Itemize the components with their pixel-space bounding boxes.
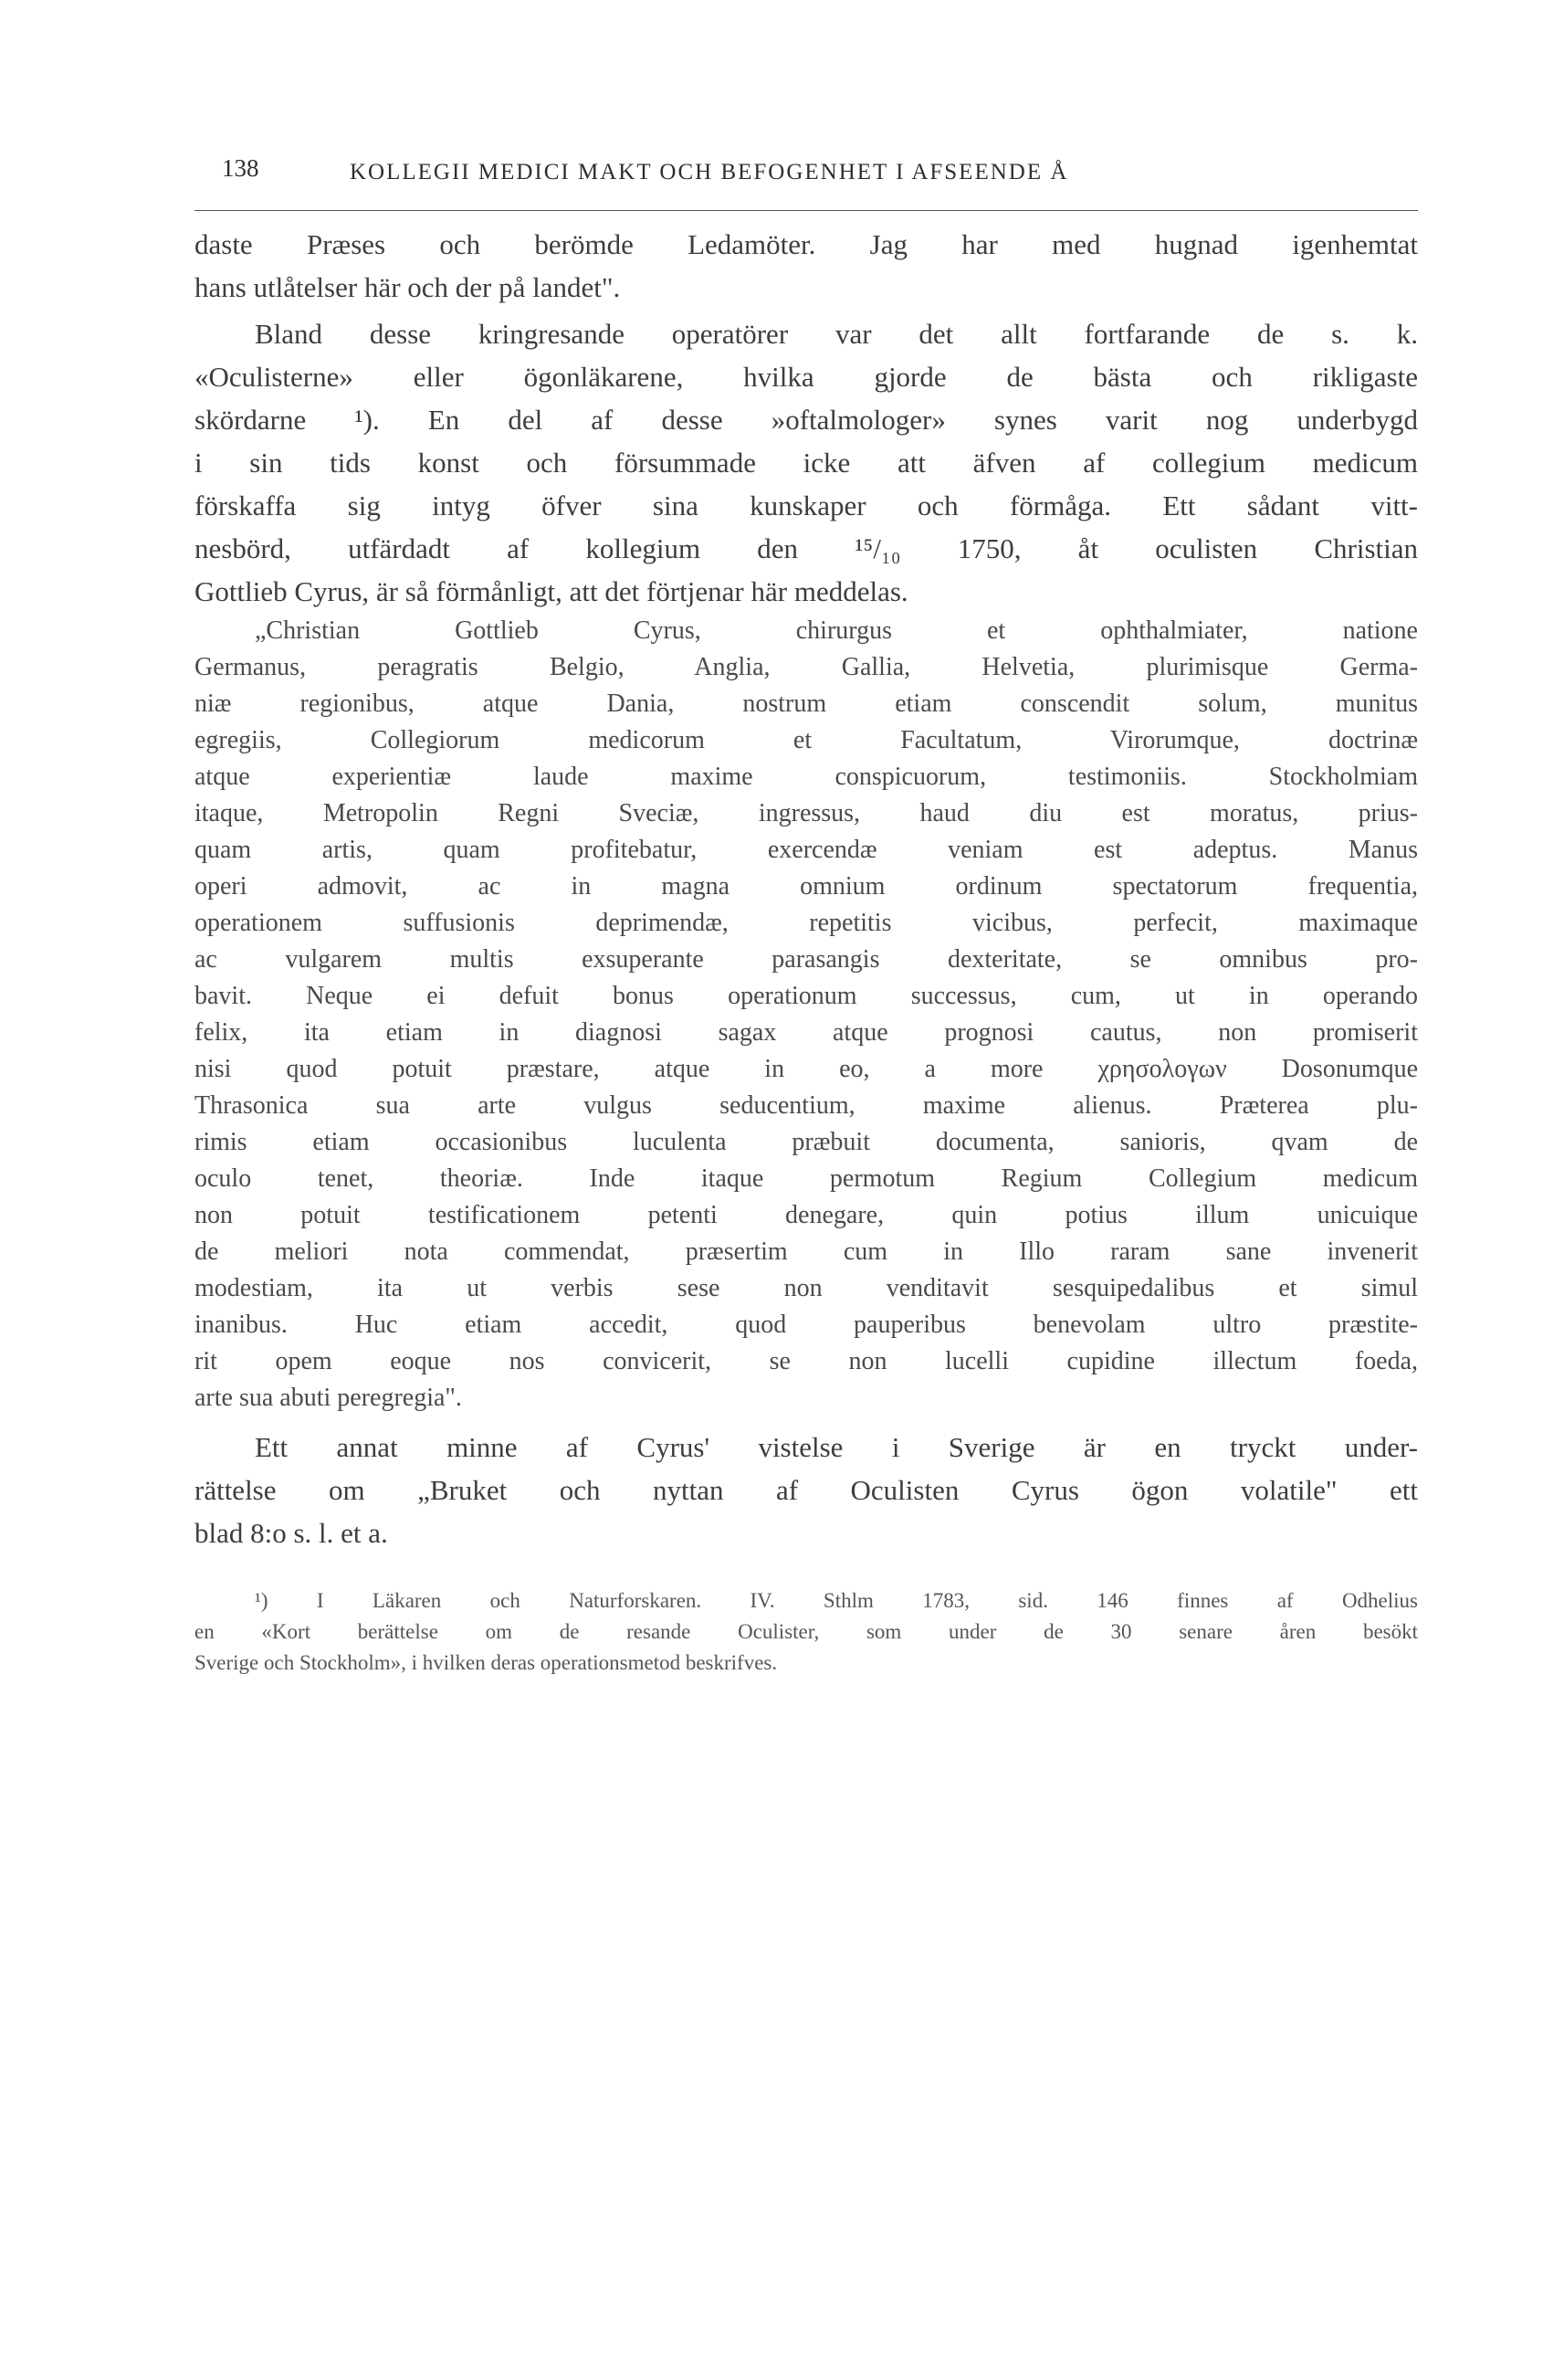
quote-line: quam artis, quam profitebatur, exercendæ veniam est adeptus. Manus (194, 836, 1418, 864)
page-number: 138 (222, 154, 259, 182)
quote-line: non potuit testificationem petenti denegare, quin potius illum unicuique (194, 1201, 1418, 1229)
quote-line: itaque, Metropolin Regni Sveciæ, ingressus, haud diu est moratus, prius- (194, 799, 1418, 827)
paragraph-oculists (194, 312, 1418, 613)
quote-line: ac vulgarem multis exsuperante parasangis dexteritate, se omnibus pro- (194, 945, 1418, 974)
quote-line: niæ regionibus, atque Dania, nostrum etiam conscendit solum, munitus (194, 690, 1418, 718)
paragraph-continuation (194, 223, 1418, 309)
page-header (194, 151, 1418, 191)
text-line: skördarne ¹). En del af desse »oftalmologer» synes varit nog underbygd (194, 404, 1418, 436)
text-line: daste Præses och berömde Ledamöter. Jag har med hugnad igenhemtat (194, 228, 1418, 260)
text-line: förskaffa sig intyg öfver sina kunskaper och förmåga. Ett sådant vitt- (194, 490, 1418, 521)
quote-line: modestiam, ita ut verbis sese non venditavit sesquipedalibus et simul (194, 1274, 1418, 1302)
text-line: Ett annat minne af Cyrus' vistelse i Sverige är en tryckt under- (255, 1431, 1418, 1463)
quote-line: egregiis, Collegiorum medicorum et Facultatum, Virorumque, doctrinæ (194, 726, 1418, 754)
running-head: KOLLEGII MEDICI MAKT OCH BEFOGENHET I AFSEENDE Å (350, 160, 1069, 184)
footnote-line: en «Kort berättelse om de resande Oculister, som under de 30 senare åren besökt (194, 1620, 1418, 1643)
footnote (194, 1585, 1418, 1679)
quote-line: rit opem eoque nos convicerit, se non lucelli cupidine illectum foeda, (194, 1347, 1418, 1375)
text-line: Bland desse kringresande operatörer var det allt fortfarande de s. k. (255, 318, 1418, 350)
quote-line: rimis etiam occasionibus luculenta præbuit documenta, sanioris, qvam de (194, 1128, 1418, 1156)
text-line: «Oculisterne» eller ögonläkarene, hvilka gjorde de bästa och rikligaste (194, 361, 1418, 393)
quote-line: felix, ita etiam in diagnosi sagax atque prognosi cautus, non promiserit (194, 1018, 1418, 1047)
footnote-line: ¹) I Läkaren och Naturforskaren. IV. Sthlm 1783, sid. 146 finnes af Odhelius (255, 1589, 1418, 1612)
quote-line: operationem suffusionis deprimendæ, repetitis vicibus, perfecit, maximaque (194, 909, 1418, 937)
text-line: blad 8:o s. l. et a. (194, 1517, 388, 1549)
quote-line: arte sua abuti peregregia". (194, 1384, 462, 1412)
quote-line: Thrasonica sua arte vulgus seducentium, maxime alienus. Præterea plu- (194, 1091, 1418, 1120)
quote-line: bavit. Neque ei defuit bonus operationum successus, cum, ut in operando (194, 982, 1418, 1010)
paragraph-printed-notice (194, 1426, 1418, 1554)
quote-line: operi admovit, ac in magna omnium ordinum spectatorum frequentia, (194, 872, 1418, 900)
quote-line: de meliori nota commendat, præsertim cum in Illo raram sane invenerit (194, 1237, 1418, 1266)
body-text (194, 223, 1418, 1679)
latin-testimonial (194, 613, 1418, 1416)
quote-line: Germanus, peragratis Belgio, Anglia, Gallia, Helvetia, plurimisque Germa- (194, 653, 1418, 681)
quote-line: oculo tenet, theoriæ. Inde itaque permotum Regium Collegium medicum (194, 1164, 1418, 1193)
text-line: i sin tids konst och försummade icke att äfven af collegium medicum (194, 447, 1418, 479)
header-rule (194, 210, 1418, 211)
quote-line: „Christian Gottlieb Cyrus, chirurgus et ophthalmiater, natione (255, 616, 1418, 645)
text-line: rättelse om „Bruket och nyttan af Oculisten Cyrus ögon volatile" ett (194, 1474, 1418, 1506)
text-line: Gottlieb Cyrus, är så förmånligt, att det förtjenar här meddelas. (194, 575, 908, 607)
footnote-line: Sverige och Stockholm», i hvilken deras operationsmetod beskrifves. (194, 1651, 778, 1674)
quote-line: inanibus. Huc etiam accedit, quod pauperibus benevolam ultro præstite- (194, 1311, 1418, 1339)
quote-line: atque experientiæ laude maxime conspicuorum, testimoniis. Stockholmiam (194, 763, 1418, 791)
quote-line: nisi quod potuit præstare, atque in eo, a more χρησολογων Dosonumque (194, 1055, 1418, 1083)
text-line: hans utlåtelser här och der på landet". (194, 271, 621, 303)
text-line: nesbörd, utfärdadt af kollegium den ¹⁵/₁₀ 1750, åt oculisten Christian (194, 532, 1418, 564)
